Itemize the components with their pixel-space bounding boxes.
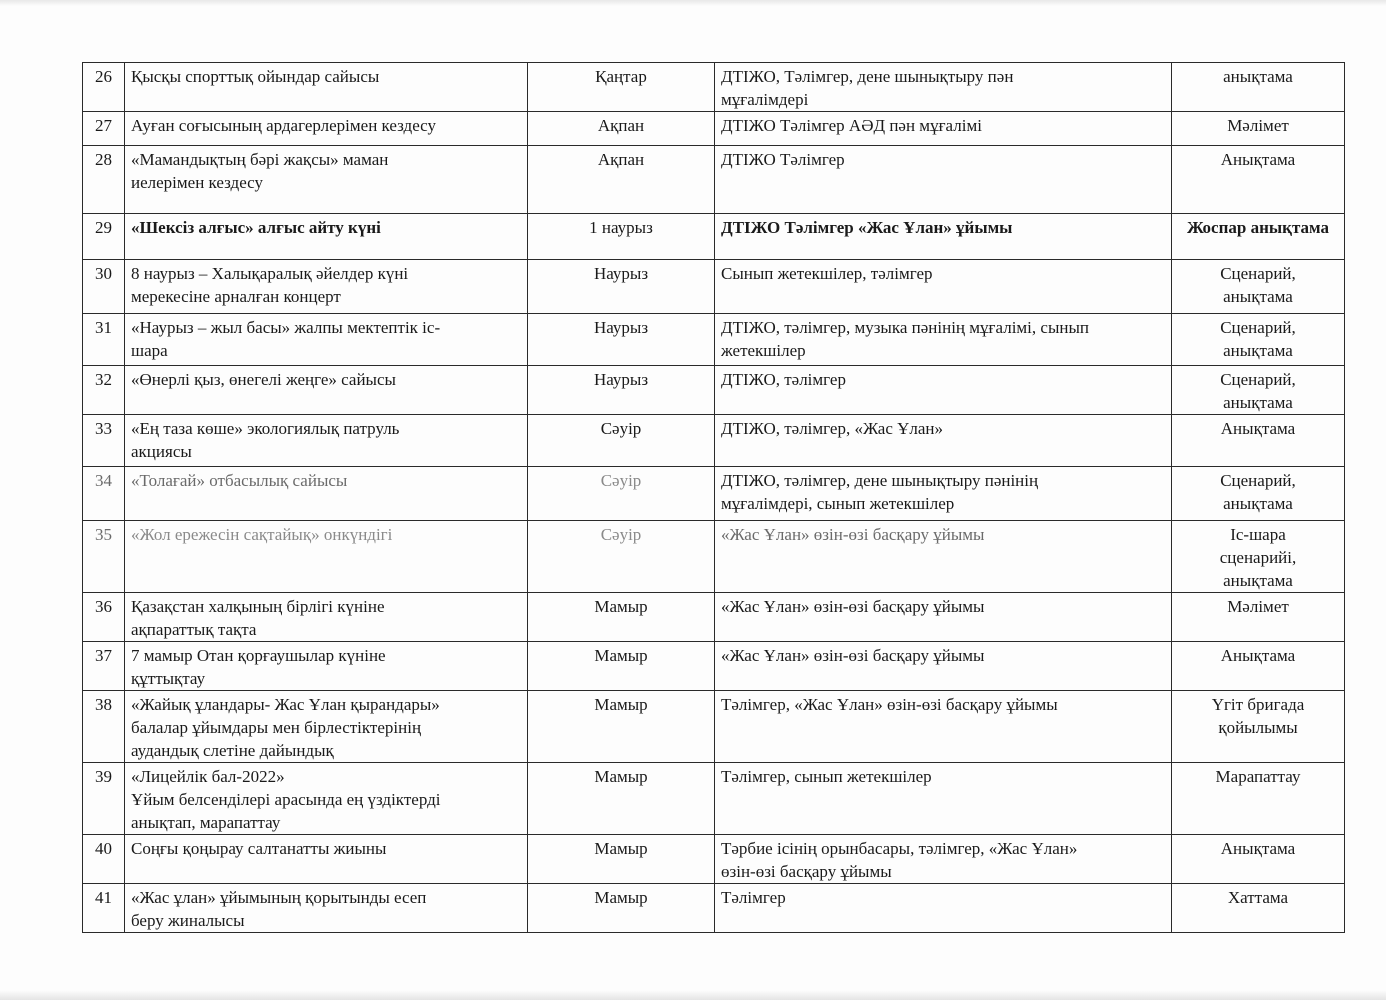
row-number: 27 xyxy=(83,112,125,146)
table-row xyxy=(83,593,1345,642)
row-number: 36 xyxy=(83,593,125,642)
event-name: «Жол ережесін сақтайық» онкүндігі xyxy=(125,521,528,593)
table-row xyxy=(83,112,1345,146)
event-date: Сәуір xyxy=(528,467,715,521)
row-number: 33 xyxy=(83,415,125,467)
table-row xyxy=(83,521,1345,593)
responsible: Сынып жетекшілер, тәлімгер xyxy=(715,260,1172,314)
responsible: Тәрбие ісінің орынбасары, тәлімгер, «Жас Ұлан» өзін-өзі басқару ұйымы xyxy=(715,835,1172,884)
event-name: Ауған соғысының ардагерлерімен кездесу xyxy=(125,112,528,146)
responsible: «Жас Ұлан» өзін-өзі басқару ұйымы xyxy=(715,642,1172,691)
table-row xyxy=(83,146,1345,214)
responsible: ДТІЖО, тәлімгер, музыка пәнінің мұғалімі, сынып жетекшілер xyxy=(715,314,1172,366)
row-number: 37 xyxy=(83,642,125,691)
event-name: «Мамандықтың бәрі жақсы» маман иелерімен кездесу xyxy=(125,146,528,214)
event-date: 1 наурыз xyxy=(528,214,715,260)
row-number: 28 xyxy=(83,146,125,214)
row-number: 38 xyxy=(83,691,125,763)
result-document: Марапаттау xyxy=(1172,763,1345,835)
event-name: «Лицейлік бал-2022» Ұйым белсенділері арасында ең үздіктерді анықтап, марапаттау xyxy=(125,763,528,835)
responsible: ДТІЖО Тәлімгер АӘД пән мұғалімі xyxy=(715,112,1172,146)
responsible: ДТІЖО, Тәлімгер, дене шынықтыру пән мұғалімдері xyxy=(715,63,1172,112)
event-name: «Толағай» отбасылық сайысы xyxy=(125,467,528,521)
result-document: Анықтама xyxy=(1172,146,1345,214)
responsible: ДТІЖО, тәлімгер, дене шынықтыру пәнінің мұғалімдері, сынып жетекшілер xyxy=(715,467,1172,521)
row-number: 29 xyxy=(83,214,125,260)
row-number: 35 xyxy=(83,521,125,593)
event-date: Сәуір xyxy=(528,415,715,467)
row-number: 31 xyxy=(83,314,125,366)
event-name: «Ең таза көше» экологиялық патруль акциясы xyxy=(125,415,528,467)
event-name: «Шексіз алғыс» алғыс айту күні xyxy=(125,214,528,260)
row-number: 34 xyxy=(83,467,125,521)
result-document: Жоспар анықтама xyxy=(1172,214,1345,260)
result-document: Сценарий, анықтама xyxy=(1172,366,1345,415)
result-document: Сценарий, анықтама xyxy=(1172,314,1345,366)
table-row xyxy=(83,642,1345,691)
event-plan-table xyxy=(82,62,1345,933)
row-number: 39 xyxy=(83,763,125,835)
result-document: Анықтама xyxy=(1172,835,1345,884)
scan-edge-bottom xyxy=(0,990,1386,1000)
event-date: Наурыз xyxy=(528,314,715,366)
responsible: ДТІЖО Тәлімгер «Жас Ұлан» ұйымы xyxy=(715,214,1172,260)
event-name: «Наурыз – жыл басы» жалпы мектептік іс- шара xyxy=(125,314,528,366)
result-document: Іс-шара сценарийі, анықтама xyxy=(1172,521,1345,593)
event-date: Сәуір xyxy=(528,521,715,593)
result-document: Анықтама xyxy=(1172,415,1345,467)
event-date: Мамыр xyxy=(528,884,715,933)
result-document: Мәлімет xyxy=(1172,593,1345,642)
result-document: Үгіт бригада қойылымы xyxy=(1172,691,1345,763)
result-document: Сценарий, анықтама xyxy=(1172,260,1345,314)
table-row xyxy=(83,366,1345,415)
event-name: 8 наурыз – Халықаралық әйелдер күні мерекесіне арналған концерт xyxy=(125,260,528,314)
table-row xyxy=(83,467,1345,521)
event-date: Мамыр xyxy=(528,642,715,691)
table-row xyxy=(83,314,1345,366)
event-date: Мамыр xyxy=(528,691,715,763)
table-row xyxy=(83,63,1345,112)
event-name: «Өнерлі қыз, өнегелі жеңге» сайысы xyxy=(125,366,528,415)
table-row xyxy=(83,214,1345,260)
result-document: Хаттама xyxy=(1172,884,1345,933)
event-date: Мамыр xyxy=(528,763,715,835)
table-row xyxy=(83,835,1345,884)
result-document: анықтама xyxy=(1172,63,1345,112)
result-document: Анықтама xyxy=(1172,642,1345,691)
event-date: Ақпан xyxy=(528,112,715,146)
table-row xyxy=(83,415,1345,467)
row-number: 41 xyxy=(83,884,125,933)
responsible: Тәлімгер, «Жас Ұлан» өзін-өзі басқару ұйымы xyxy=(715,691,1172,763)
responsible: ДТІЖО, тәлімгер xyxy=(715,366,1172,415)
responsible: «Жас Ұлан» өзін-өзі басқару ұйымы xyxy=(715,521,1172,593)
responsible: ДТІЖО Тәлімгер xyxy=(715,146,1172,214)
responsible: Тәлімгер xyxy=(715,884,1172,933)
table-row xyxy=(83,763,1345,835)
table-row xyxy=(83,691,1345,763)
event-name: «Жайық ұландары- Жас Ұлан қырандары» балалар ұйымдары мен бірлестіктерінің аудандық слетіне дайындық xyxy=(125,691,528,763)
event-date: Ақпан xyxy=(528,146,715,214)
event-date: Наурыз xyxy=(528,366,715,415)
responsible: ДТІЖО, тәлімгер, «Жас Ұлан» xyxy=(715,415,1172,467)
responsible: «Жас Ұлан» өзін-өзі басқару ұйымы xyxy=(715,593,1172,642)
row-number: 40 xyxy=(83,835,125,884)
result-document: Мәлімет xyxy=(1172,112,1345,146)
event-name: Соңғы қоңырау салтанатты жиыны xyxy=(125,835,528,884)
scan-edge-top xyxy=(0,0,1386,6)
result-document: Сценарий, анықтама xyxy=(1172,467,1345,521)
row-number: 32 xyxy=(83,366,125,415)
table-row xyxy=(83,884,1345,933)
row-number: 30 xyxy=(83,260,125,314)
table-row xyxy=(83,260,1345,314)
responsible: Тәлімгер, сынып жетекшілер xyxy=(715,763,1172,835)
row-number: 26 xyxy=(83,63,125,112)
event-name: Қазақстан халқының бірлігі күніне ақпараттық тақта xyxy=(125,593,528,642)
event-date: Мамыр xyxy=(528,835,715,884)
event-date: Наурыз xyxy=(528,260,715,314)
event-date: Қаңтар xyxy=(528,63,715,112)
event-name: «Жас ұлан» ұйымының қорытынды есеп беру жиналысы xyxy=(125,884,528,933)
event-name: Қысқы спорттық ойындар сайысы xyxy=(125,63,528,112)
event-name: 7 мамыр Отан қорғаушылар күніне құттықтау xyxy=(125,642,528,691)
event-date: Мамыр xyxy=(528,593,715,642)
